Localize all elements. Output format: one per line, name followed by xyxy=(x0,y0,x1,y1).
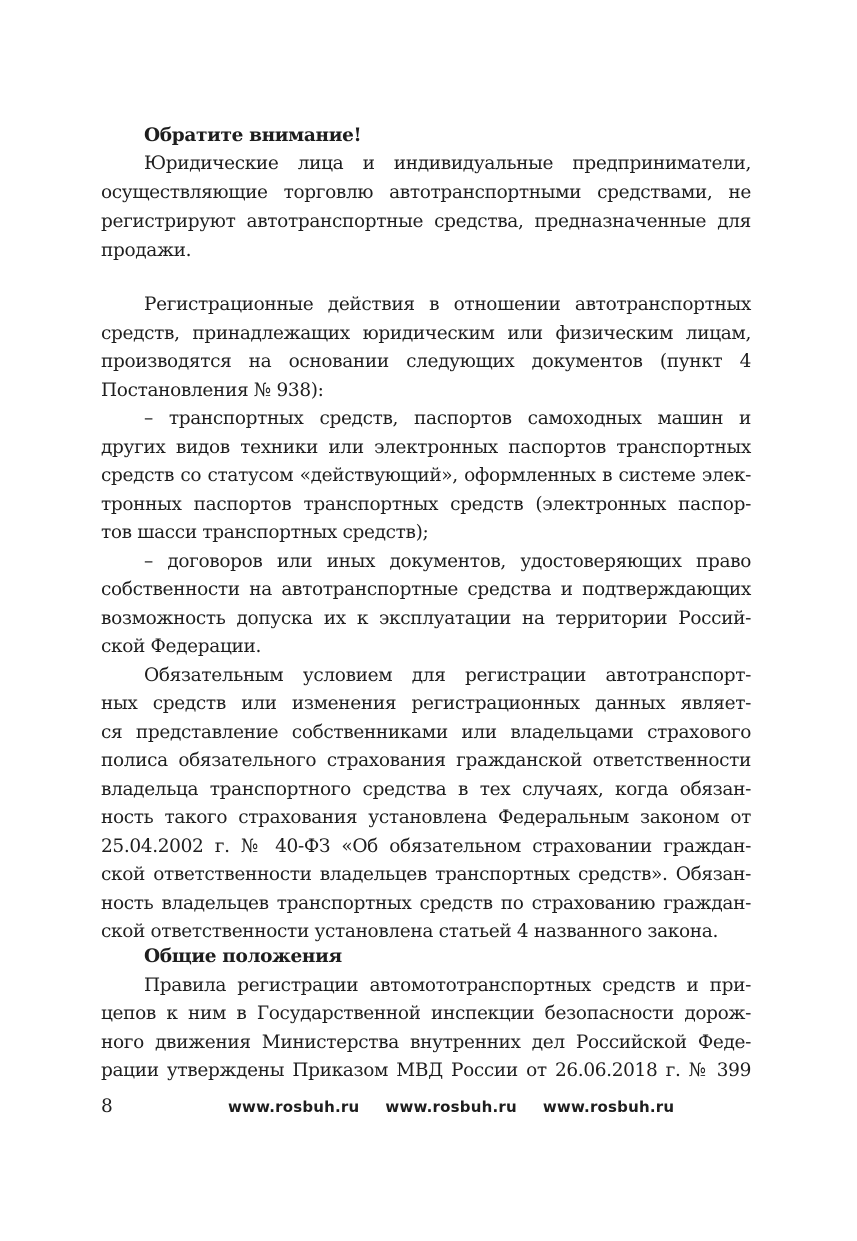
paragraph-line: рации утверждены Приказом МВД России от 26.06.2018 г. № 399 xyxy=(101,1060,751,1081)
list-item-line: тов шасси транспортных средств); xyxy=(101,522,429,543)
list-item-line: тронных паспортов транспортных средств (электронных паспор- xyxy=(101,494,751,515)
paragraph-line: Правила регистрации автомототранспортных средств и при- xyxy=(144,975,751,996)
paragraph-line: 25.04.2002 г. № 40-ФЗ «Об обязательном страховании граждан- xyxy=(101,836,751,857)
paragraph-line: средств, принадлежащих юридическим или физическим лицам, xyxy=(101,323,751,344)
section-heading: Общие положения xyxy=(144,946,342,967)
paragraph-line: полиса обязательного страхования гражданской ответственности xyxy=(101,750,751,771)
notice-line: регистрируют автотранспортные средства, предназначенные для xyxy=(101,211,751,232)
list-item-line: средств со статусом «действующий», оформленных в системе элек- xyxy=(101,465,751,486)
page-number: 8 xyxy=(101,1096,113,1117)
notice-line: продажи. xyxy=(101,240,192,261)
paragraph-line: владельца транспортного средства в тех случаях, когда обязан- xyxy=(101,779,751,800)
notice-line: осуществляющие торговлю автотранспортными средствами, не xyxy=(101,182,751,203)
paragraph-line: ской ответственности установлена статьей 4 названного закона. xyxy=(101,921,718,942)
paragraph-line: Постановления № 938): xyxy=(101,380,324,401)
paragraph-line: Обязательным условием для регистрации автотранспорт- xyxy=(144,665,751,686)
paragraph-line: ность такого страхования установлена Федеральным законом от xyxy=(101,807,751,828)
list-item-line: других видов техники или электронных паспортов транспортных xyxy=(101,437,751,458)
paragraph-line: производятся на основании следующих документов (пункт 4 xyxy=(101,351,751,372)
footer-link[interactable]: www.rosbuh.ru xyxy=(542,1098,675,1116)
paragraph-line: ся представление собственниками или владельцами страхового xyxy=(101,722,751,743)
notice-heading: Обратите внимание! xyxy=(144,125,362,146)
paragraph-line: ность владельцев транспортных средств по страхованию граждан- xyxy=(101,893,751,914)
footer-links xyxy=(228,1098,700,1116)
paragraph-line: ской ответственности владельцев транспортных средств». Обязан- xyxy=(101,864,751,885)
paragraph-line: ных средств или изменения регистрационных данных являет- xyxy=(101,693,751,714)
paragraph-line: ного движения Министерства внутренних дел Российской Феде- xyxy=(101,1032,751,1053)
paragraph-line: цепов к ним в Государственной инспекции безопасности дорож- xyxy=(101,1003,751,1024)
list-item-line: собственности на автотранспортные средства и подтверждающих xyxy=(101,579,751,600)
list-item-line: возможность допуска их к эксплуатации на территории Россий- xyxy=(101,608,751,629)
list-item-line: – договоров или иных документов, удостоверяющих право xyxy=(144,551,751,572)
footer-link[interactable]: www.rosbuh.ru xyxy=(385,1098,517,1116)
list-item-line: – транспортных средств, паспортов самоходных машин и xyxy=(144,408,751,429)
footer-link[interactable]: www.rosbuh.ru xyxy=(228,1098,360,1116)
list-item-line: ской Федерации. xyxy=(101,636,261,657)
notice-line: Юридические лица и индивидуальные предприниматели, xyxy=(144,153,751,174)
paragraph-line: Регистрационные действия в отношении автотранспортных xyxy=(144,294,751,315)
